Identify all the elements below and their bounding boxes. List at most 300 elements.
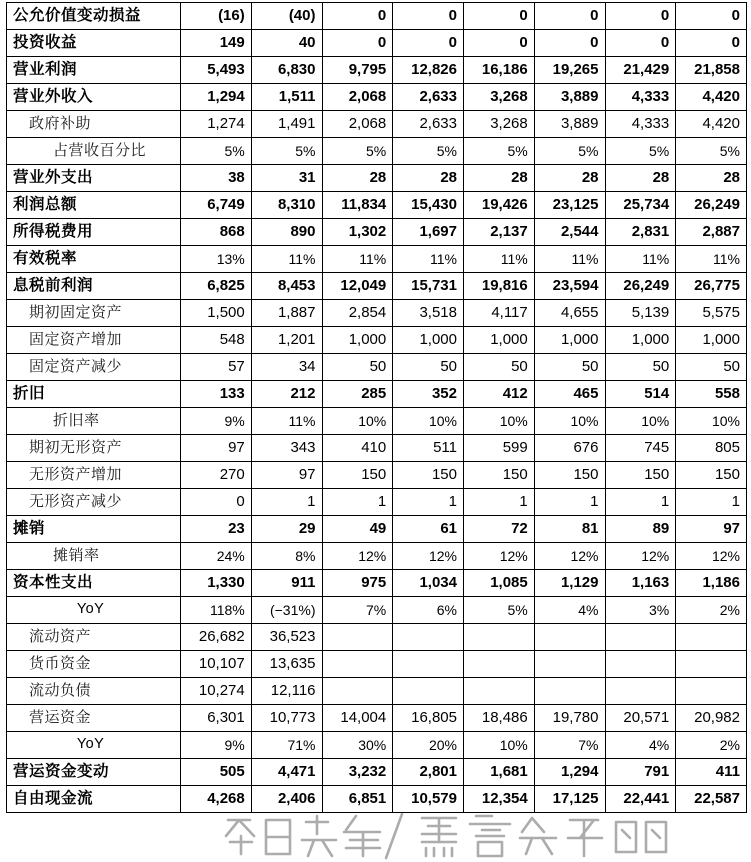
table-row xyxy=(7,543,747,570)
table-cell: 11% xyxy=(251,246,322,273)
table-cell: 11% xyxy=(393,246,464,273)
table-cell: 3,232 xyxy=(322,759,393,786)
table-cell: 50 xyxy=(393,354,464,381)
table-cell: 676 xyxy=(534,435,605,462)
table-cell: 5% xyxy=(393,138,464,165)
table-cell: 1,511 xyxy=(251,84,322,111)
table-cell: 10% xyxy=(322,408,393,435)
table-cell: 21,858 xyxy=(676,57,747,84)
table-cell: 412 xyxy=(464,381,535,408)
table-cell: 31 xyxy=(251,165,322,192)
table-row xyxy=(7,489,747,516)
table-cell: 11,834 xyxy=(322,192,393,219)
table-cell: 3,889 xyxy=(534,84,605,111)
table-cell: 8% xyxy=(251,543,322,570)
row-label: 营业外支出 xyxy=(7,165,181,192)
financial-table-body xyxy=(7,3,747,813)
table-cell: 514 xyxy=(605,381,676,408)
table-cell: 2,068 xyxy=(322,111,393,138)
table-cell: 4,117 xyxy=(464,300,535,327)
table-cell: 89 xyxy=(605,516,676,543)
row-label: 固定资产增加 xyxy=(7,327,181,354)
table-cell: 150 xyxy=(676,462,747,489)
table-cell: 5% xyxy=(251,138,322,165)
table-cell: 2,801 xyxy=(393,759,464,786)
table-cell xyxy=(605,651,676,678)
table-cell: 20,982 xyxy=(676,705,747,732)
table-cell: 1,274 xyxy=(181,111,252,138)
table-cell: 36,523 xyxy=(251,624,322,651)
table-cell: 11% xyxy=(322,246,393,273)
table-row xyxy=(7,219,747,246)
row-label: 营业外收入 xyxy=(7,84,181,111)
table-cell: 5% xyxy=(534,138,605,165)
table-cell: 3,518 xyxy=(393,300,464,327)
table-cell xyxy=(605,624,676,651)
table-cell: 12% xyxy=(676,543,747,570)
table-cell: 10,773 xyxy=(251,705,322,732)
table-cell: 150 xyxy=(464,462,535,489)
table-cell xyxy=(393,651,464,678)
table-cell: 4,333 xyxy=(605,111,676,138)
table-cell: 0 xyxy=(181,489,252,516)
table-cell: 6,851 xyxy=(322,786,393,813)
table-cell: 20% xyxy=(393,732,464,759)
table-cell: 21,429 xyxy=(605,57,676,84)
table-cell: 10,274 xyxy=(181,678,252,705)
table-cell: 16,805 xyxy=(393,705,464,732)
table-cell: 558 xyxy=(676,381,747,408)
table-cell: 22,587 xyxy=(676,786,747,813)
watermark xyxy=(210,812,740,862)
row-label: 货币资金 xyxy=(7,651,181,678)
table-cell: 5% xyxy=(322,138,393,165)
table-cell: 17,125 xyxy=(534,786,605,813)
table-cell: 20,571 xyxy=(605,705,676,732)
table-cell: 5,575 xyxy=(676,300,747,327)
table-cell: 10,107 xyxy=(181,651,252,678)
table-cell: 10% xyxy=(534,408,605,435)
table-cell: 6,749 xyxy=(181,192,252,219)
table-cell: 411 xyxy=(676,759,747,786)
table-cell xyxy=(322,651,393,678)
table-cell: 38 xyxy=(181,165,252,192)
table-cell: 72 xyxy=(464,516,535,543)
table-cell: 3,268 xyxy=(464,111,535,138)
table-cell: 50 xyxy=(605,354,676,381)
table-cell: 4,420 xyxy=(676,111,747,138)
row-label: 折旧 xyxy=(7,381,181,408)
table-cell xyxy=(676,678,747,705)
table-cell: 6% xyxy=(393,597,464,624)
table-cell: 50 xyxy=(534,354,605,381)
table-cell: 29 xyxy=(251,516,322,543)
table-cell: 1,000 xyxy=(464,327,535,354)
table-row xyxy=(7,651,747,678)
table-cell: 1,294 xyxy=(181,84,252,111)
row-label: 期初无形资产 xyxy=(7,435,181,462)
table-cell: 97 xyxy=(251,462,322,489)
table-cell: 8,310 xyxy=(251,192,322,219)
table-row xyxy=(7,732,747,759)
table-cell: 40 xyxy=(251,30,322,57)
table-cell: 50 xyxy=(676,354,747,381)
table-cell xyxy=(534,678,605,705)
table-cell: 975 xyxy=(322,570,393,597)
financial-table-sheet xyxy=(6,2,746,813)
table-cell: 1,186 xyxy=(676,570,747,597)
table-cell: 6,825 xyxy=(181,273,252,300)
table-cell: 1,330 xyxy=(181,570,252,597)
table-cell: 6,830 xyxy=(251,57,322,84)
table-cell: 10% xyxy=(676,408,747,435)
table-row xyxy=(7,381,747,408)
table-row xyxy=(7,462,747,489)
table-cell: 4,420 xyxy=(676,84,747,111)
table-cell: 5% xyxy=(464,597,535,624)
table-cell: 133 xyxy=(181,381,252,408)
table-cell: 28 xyxy=(322,165,393,192)
table-cell: 14,004 xyxy=(322,705,393,732)
table-cell: 5,139 xyxy=(605,300,676,327)
table-cell: 10% xyxy=(605,408,676,435)
table-cell: 11% xyxy=(676,246,747,273)
table-cell: 2,887 xyxy=(676,219,747,246)
table-cell xyxy=(393,624,464,651)
table-cell: 1,681 xyxy=(464,759,535,786)
table-cell: 0 xyxy=(393,30,464,57)
table-cell: 19,816 xyxy=(464,273,535,300)
table-row xyxy=(7,246,747,273)
table-cell: 0 xyxy=(534,30,605,57)
table-row xyxy=(7,516,747,543)
table-cell: 0 xyxy=(393,3,464,30)
table-row xyxy=(7,705,747,732)
table-cell: 3% xyxy=(605,597,676,624)
table-cell: 352 xyxy=(393,381,464,408)
table-cell: 3,889 xyxy=(534,111,605,138)
table-cell: 1,887 xyxy=(251,300,322,327)
table-cell: 0 xyxy=(322,3,393,30)
table-cell: 1,034 xyxy=(393,570,464,597)
table-cell: 1,000 xyxy=(605,327,676,354)
financial-table xyxy=(6,2,747,813)
table-row xyxy=(7,597,747,624)
table-cell: 10% xyxy=(464,408,535,435)
table-cell: 1,000 xyxy=(322,327,393,354)
table-cell: 8,453 xyxy=(251,273,322,300)
table-row xyxy=(7,759,747,786)
table-cell xyxy=(464,624,535,651)
table-cell: 11% xyxy=(534,246,605,273)
table-cell: 49 xyxy=(322,516,393,543)
table-cell: 1,201 xyxy=(251,327,322,354)
table-cell: 61 xyxy=(393,516,464,543)
table-cell: 12% xyxy=(534,543,605,570)
row-label: 摊销率 xyxy=(7,543,181,570)
table-cell: (16) xyxy=(181,3,252,30)
row-label: 营运资金 xyxy=(7,705,181,732)
table-cell: 11% xyxy=(464,246,535,273)
table-cell: 149 xyxy=(181,30,252,57)
table-cell: 12% xyxy=(605,543,676,570)
table-cell: 12% xyxy=(322,543,393,570)
table-cell: 1,500 xyxy=(181,300,252,327)
row-label: 期初固定资产 xyxy=(7,300,181,327)
table-cell: 23 xyxy=(181,516,252,543)
table-cell xyxy=(676,651,747,678)
table-cell: 548 xyxy=(181,327,252,354)
table-cell xyxy=(393,678,464,705)
table-cell: 745 xyxy=(605,435,676,462)
table-row xyxy=(7,678,747,705)
table-cell: 150 xyxy=(322,462,393,489)
table-cell: 2% xyxy=(676,732,747,759)
table-cell: 1 xyxy=(322,489,393,516)
table-row xyxy=(7,624,747,651)
row-label: 占营收百分比 xyxy=(7,138,181,165)
row-label: 折旧率 xyxy=(7,408,181,435)
table-cell: 7% xyxy=(534,732,605,759)
table-cell: 18,486 xyxy=(464,705,535,732)
row-label: 流动负债 xyxy=(7,678,181,705)
table-cell: 1 xyxy=(605,489,676,516)
table-cell: 2,633 xyxy=(393,84,464,111)
table-cell: 15,430 xyxy=(393,192,464,219)
table-cell: 1,302 xyxy=(322,219,393,246)
table-cell: 13,635 xyxy=(251,651,322,678)
table-row xyxy=(7,273,747,300)
table-cell: 9,795 xyxy=(322,57,393,84)
row-label: 所得税费用 xyxy=(7,219,181,246)
table-cell xyxy=(464,651,535,678)
table-cell: 868 xyxy=(181,219,252,246)
table-row xyxy=(7,786,747,813)
row-label: 政府补助 xyxy=(7,111,181,138)
table-cell: 23,125 xyxy=(534,192,605,219)
table-cell: 2,068 xyxy=(322,84,393,111)
table-cell: 270 xyxy=(181,462,252,489)
table-cell: 4,268 xyxy=(181,786,252,813)
table-row xyxy=(7,111,747,138)
table-cell: 5% xyxy=(605,138,676,165)
table-cell: 150 xyxy=(393,462,464,489)
table-cell xyxy=(534,651,605,678)
table-cell: 343 xyxy=(251,435,322,462)
row-label: 无形资产增加 xyxy=(7,462,181,489)
table-cell: 19,426 xyxy=(464,192,535,219)
table-cell: 4,333 xyxy=(605,84,676,111)
table-cell: 26,249 xyxy=(676,192,747,219)
table-cell: 1,697 xyxy=(393,219,464,246)
table-cell: 13% xyxy=(181,246,252,273)
table-cell: 12,116 xyxy=(251,678,322,705)
table-cell: 26,249 xyxy=(605,273,676,300)
table-cell: 1,294 xyxy=(534,759,605,786)
table-cell xyxy=(676,624,747,651)
table-cell: 11% xyxy=(605,246,676,273)
table-cell: 6,301 xyxy=(181,705,252,732)
table-cell: (−31%) xyxy=(251,597,322,624)
table-cell: 1 xyxy=(534,489,605,516)
table-cell xyxy=(534,624,605,651)
table-cell: 15,731 xyxy=(393,273,464,300)
table-cell: 1 xyxy=(676,489,747,516)
table-cell: 505 xyxy=(181,759,252,786)
table-cell: 12,049 xyxy=(322,273,393,300)
table-cell: 890 xyxy=(251,219,322,246)
table-cell: 12% xyxy=(464,543,535,570)
table-cell: 28 xyxy=(605,165,676,192)
table-cell: 81 xyxy=(534,516,605,543)
table-cell: 12% xyxy=(393,543,464,570)
table-cell: 5% xyxy=(181,138,252,165)
table-cell: 2,544 xyxy=(534,219,605,246)
table-cell: 0 xyxy=(605,3,676,30)
table-cell: 4,655 xyxy=(534,300,605,327)
row-label: 公允价值变动损益 xyxy=(7,3,181,30)
table-row xyxy=(7,84,747,111)
table-row xyxy=(7,3,747,30)
table-cell: 1,085 xyxy=(464,570,535,597)
row-label: 有效税率 xyxy=(7,246,181,273)
table-cell: 118% xyxy=(181,597,252,624)
table-cell: (40) xyxy=(251,3,322,30)
table-row xyxy=(7,435,747,462)
table-cell: 1 xyxy=(251,489,322,516)
table-cell: 28 xyxy=(464,165,535,192)
table-cell: 4,471 xyxy=(251,759,322,786)
table-cell xyxy=(605,678,676,705)
table-cell: 50 xyxy=(464,354,535,381)
table-cell: 4% xyxy=(605,732,676,759)
row-label: 固定资产减少 xyxy=(7,354,181,381)
table-cell: 0 xyxy=(534,3,605,30)
table-cell: 0 xyxy=(605,30,676,57)
table-row xyxy=(7,57,747,84)
table-cell: 1 xyxy=(464,489,535,516)
table-cell: 71% xyxy=(251,732,322,759)
row-label: 摊销 xyxy=(7,516,181,543)
table-cell: 34 xyxy=(251,354,322,381)
table-cell: 5% xyxy=(464,138,535,165)
table-cell: 30% xyxy=(322,732,393,759)
table-row xyxy=(7,165,747,192)
table-cell: 10% xyxy=(393,408,464,435)
table-row xyxy=(7,300,747,327)
table-cell: 23,594 xyxy=(534,273,605,300)
table-row xyxy=(7,138,747,165)
table-cell: 28 xyxy=(393,165,464,192)
table-cell: 3,268 xyxy=(464,84,535,111)
row-label: 营业利润 xyxy=(7,57,181,84)
table-cell: 28 xyxy=(676,165,747,192)
table-cell: 465 xyxy=(534,381,605,408)
table-cell: 24% xyxy=(181,543,252,570)
table-cell: 2,633 xyxy=(393,111,464,138)
table-cell: 11% xyxy=(251,408,322,435)
table-cell: 791 xyxy=(605,759,676,786)
table-cell: 1,000 xyxy=(676,327,747,354)
table-cell: 25,734 xyxy=(605,192,676,219)
table-cell: 57 xyxy=(181,354,252,381)
table-cell: 911 xyxy=(251,570,322,597)
row-label: 自由现金流 xyxy=(7,786,181,813)
table-cell: 1,129 xyxy=(534,570,605,597)
table-cell: 26,682 xyxy=(181,624,252,651)
table-cell: 150 xyxy=(605,462,676,489)
row-label: 利润总额 xyxy=(7,192,181,219)
table-cell: 0 xyxy=(464,3,535,30)
table-cell: 599 xyxy=(464,435,535,462)
row-label: 营运资金变动 xyxy=(7,759,181,786)
table-cell: 0 xyxy=(676,3,747,30)
table-cell: 1,491 xyxy=(251,111,322,138)
table-cell: 28 xyxy=(534,165,605,192)
row-label: YoY xyxy=(7,597,181,624)
table-cell: 2,406 xyxy=(251,786,322,813)
table-cell: 9% xyxy=(181,732,252,759)
table-cell: 4% xyxy=(534,597,605,624)
table-cell: 1,000 xyxy=(393,327,464,354)
table-cell: 285 xyxy=(322,381,393,408)
table-cell: 2% xyxy=(676,597,747,624)
table-cell: 1,163 xyxy=(605,570,676,597)
row-label: 投资收益 xyxy=(7,30,181,57)
table-cell: 1,000 xyxy=(534,327,605,354)
table-cell: 5,493 xyxy=(181,57,252,84)
table-cell xyxy=(322,678,393,705)
table-cell: 150 xyxy=(534,462,605,489)
table-cell: 7% xyxy=(322,597,393,624)
table-row xyxy=(7,354,747,381)
table-cell: 16,186 xyxy=(464,57,535,84)
table-row xyxy=(7,327,747,354)
table-cell: 2,854 xyxy=(322,300,393,327)
table-cell: 19,780 xyxy=(534,705,605,732)
table-cell: 19,265 xyxy=(534,57,605,84)
table-row xyxy=(7,570,747,597)
table-cell: 805 xyxy=(676,435,747,462)
table-cell: 2,831 xyxy=(605,219,676,246)
table-cell: 12,354 xyxy=(464,786,535,813)
row-label: 资本性支出 xyxy=(7,570,181,597)
table-cell: 10,579 xyxy=(393,786,464,813)
table-cell xyxy=(464,678,535,705)
row-label: YoY xyxy=(7,732,181,759)
table-cell: 0 xyxy=(676,30,747,57)
table-cell: 97 xyxy=(181,435,252,462)
table-cell: 1 xyxy=(393,489,464,516)
row-label: 无形资产减少 xyxy=(7,489,181,516)
table-cell: 50 xyxy=(322,354,393,381)
table-row xyxy=(7,30,747,57)
table-row xyxy=(7,408,747,435)
table-cell: 97 xyxy=(676,516,747,543)
table-cell: 212 xyxy=(251,381,322,408)
table-cell: 10% xyxy=(464,732,535,759)
table-cell: 0 xyxy=(322,30,393,57)
table-cell: 26,775 xyxy=(676,273,747,300)
row-label: 息税前利润 xyxy=(7,273,181,300)
table-cell: 9% xyxy=(181,408,252,435)
table-row xyxy=(7,192,747,219)
table-cell: 2,137 xyxy=(464,219,535,246)
table-cell: 22,441 xyxy=(605,786,676,813)
row-label: 流动资产 xyxy=(7,624,181,651)
table-cell: 410 xyxy=(322,435,393,462)
table-cell: 511 xyxy=(393,435,464,462)
